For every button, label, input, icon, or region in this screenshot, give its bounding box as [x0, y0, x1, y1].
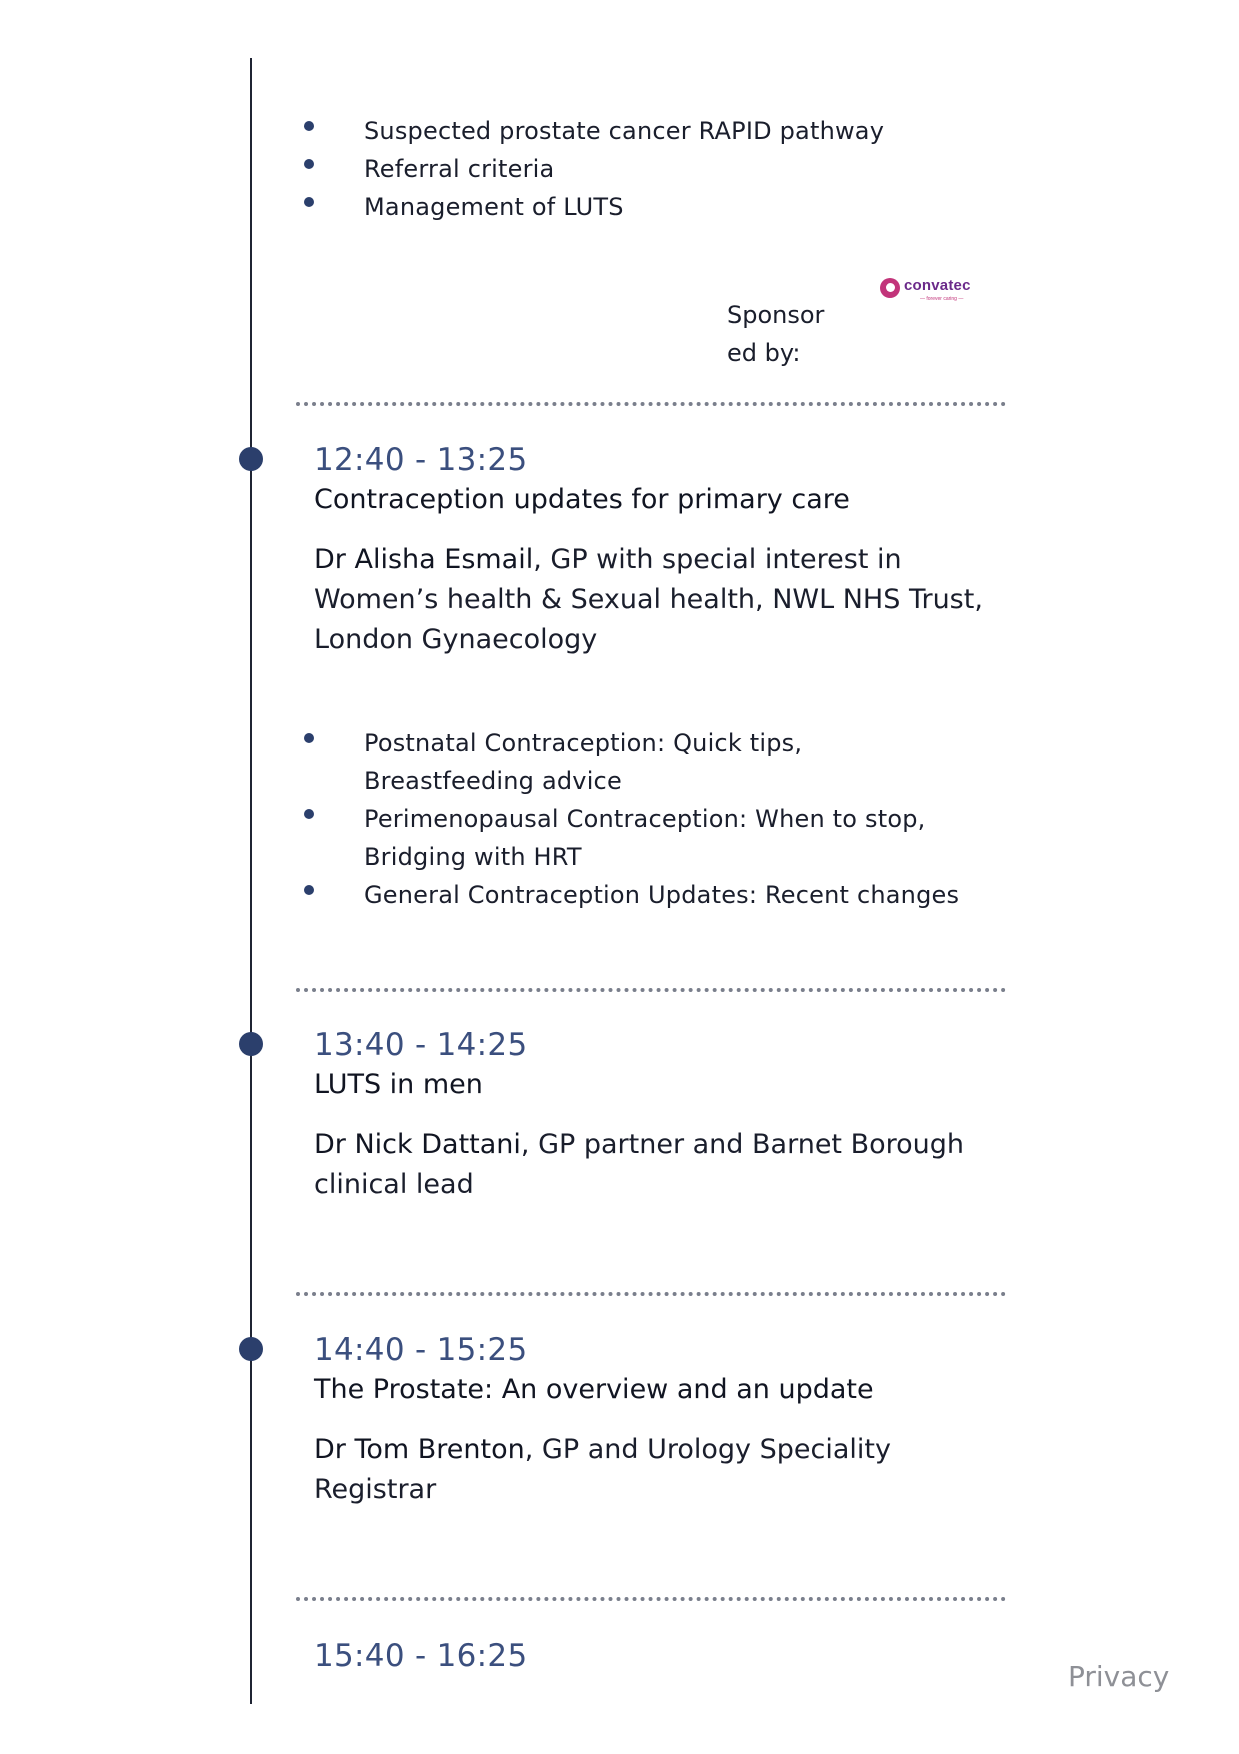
bullet-icon	[304, 885, 314, 895]
speaker-role: , GP partner and Barnet Borough clinical lead	[314, 1129, 965, 1200]
speaker-role: , GP with special interest in Women’s health & Sexual health, NWL NHS Trust, London Gynaecology	[314, 544, 983, 655]
speaker-name: Dr Alisha Esmail	[314, 544, 534, 575]
session-time: 14:40 - 15:25	[314, 1332, 528, 1368]
bullet-icon	[304, 197, 314, 207]
bullet-icon	[304, 159, 314, 169]
timeline-dot	[239, 1337, 263, 1361]
bullet-icon	[304, 733, 314, 743]
session-time: 15:40 - 16:25	[314, 1638, 528, 1674]
session-time: 13:40 - 14:25	[314, 1027, 528, 1063]
list-item	[0, 112, 884, 150]
timeline-dot	[239, 1032, 263, 1056]
divider	[296, 402, 1006, 406]
logo-mark-icon	[880, 278, 900, 298]
topic-list	[0, 112, 884, 226]
speaker-info	[314, 1125, 994, 1205]
list-item-text: General Contraception Updates: Recent changes	[364, 881, 960, 909]
list-item	[0, 800, 954, 876]
sponsor-logo	[880, 276, 980, 306]
session-title: The Prostate: An overview and an update	[314, 1374, 874, 1405]
list-item	[0, 724, 824, 800]
list-item	[0, 150, 884, 188]
logo-wordmark: convatec	[904, 277, 971, 294]
speaker-role: , GP and Urology Speciality Registrar	[314, 1434, 891, 1505]
sponsor-label: Sponsored by:	[727, 301, 825, 367]
list-item	[0, 188, 884, 226]
session-time: 12:40 - 13:25	[314, 442, 528, 478]
list-item-text: Perimenopausal Contraception: When to stop, Bridging with HRT	[364, 805, 926, 871]
bullet-icon	[304, 809, 314, 819]
divider	[296, 1292, 1006, 1296]
timeline-dot	[239, 447, 263, 471]
topic-list	[0, 724, 1004, 914]
divider	[296, 1597, 1006, 1601]
bullet-icon	[304, 121, 314, 131]
list-item-text: Referral criteria	[364, 155, 555, 183]
list-item-text: Postnatal Contraception: Quick tips, Breastfeeding advice	[364, 729, 803, 795]
list-item-text: Management of LUTS	[364, 193, 624, 221]
list-item	[0, 876, 1004, 914]
speaker-info	[314, 1430, 994, 1510]
session-title: LUTS in men	[314, 1069, 483, 1100]
logo-tagline: — forever caring —	[920, 296, 964, 302]
speaker-info	[314, 540, 994, 660]
list-item-text: Suspected prostate cancer RAPID pathway	[364, 117, 885, 145]
session-title: Contraception updates for primary care	[314, 484, 850, 515]
divider	[296, 988, 1006, 992]
privacy-link[interactable]: Privacy	[1068, 1660, 1170, 1693]
speaker-name: Dr Nick Dattani	[314, 1129, 521, 1160]
speaker-name: Dr Tom Brenton	[314, 1434, 525, 1465]
